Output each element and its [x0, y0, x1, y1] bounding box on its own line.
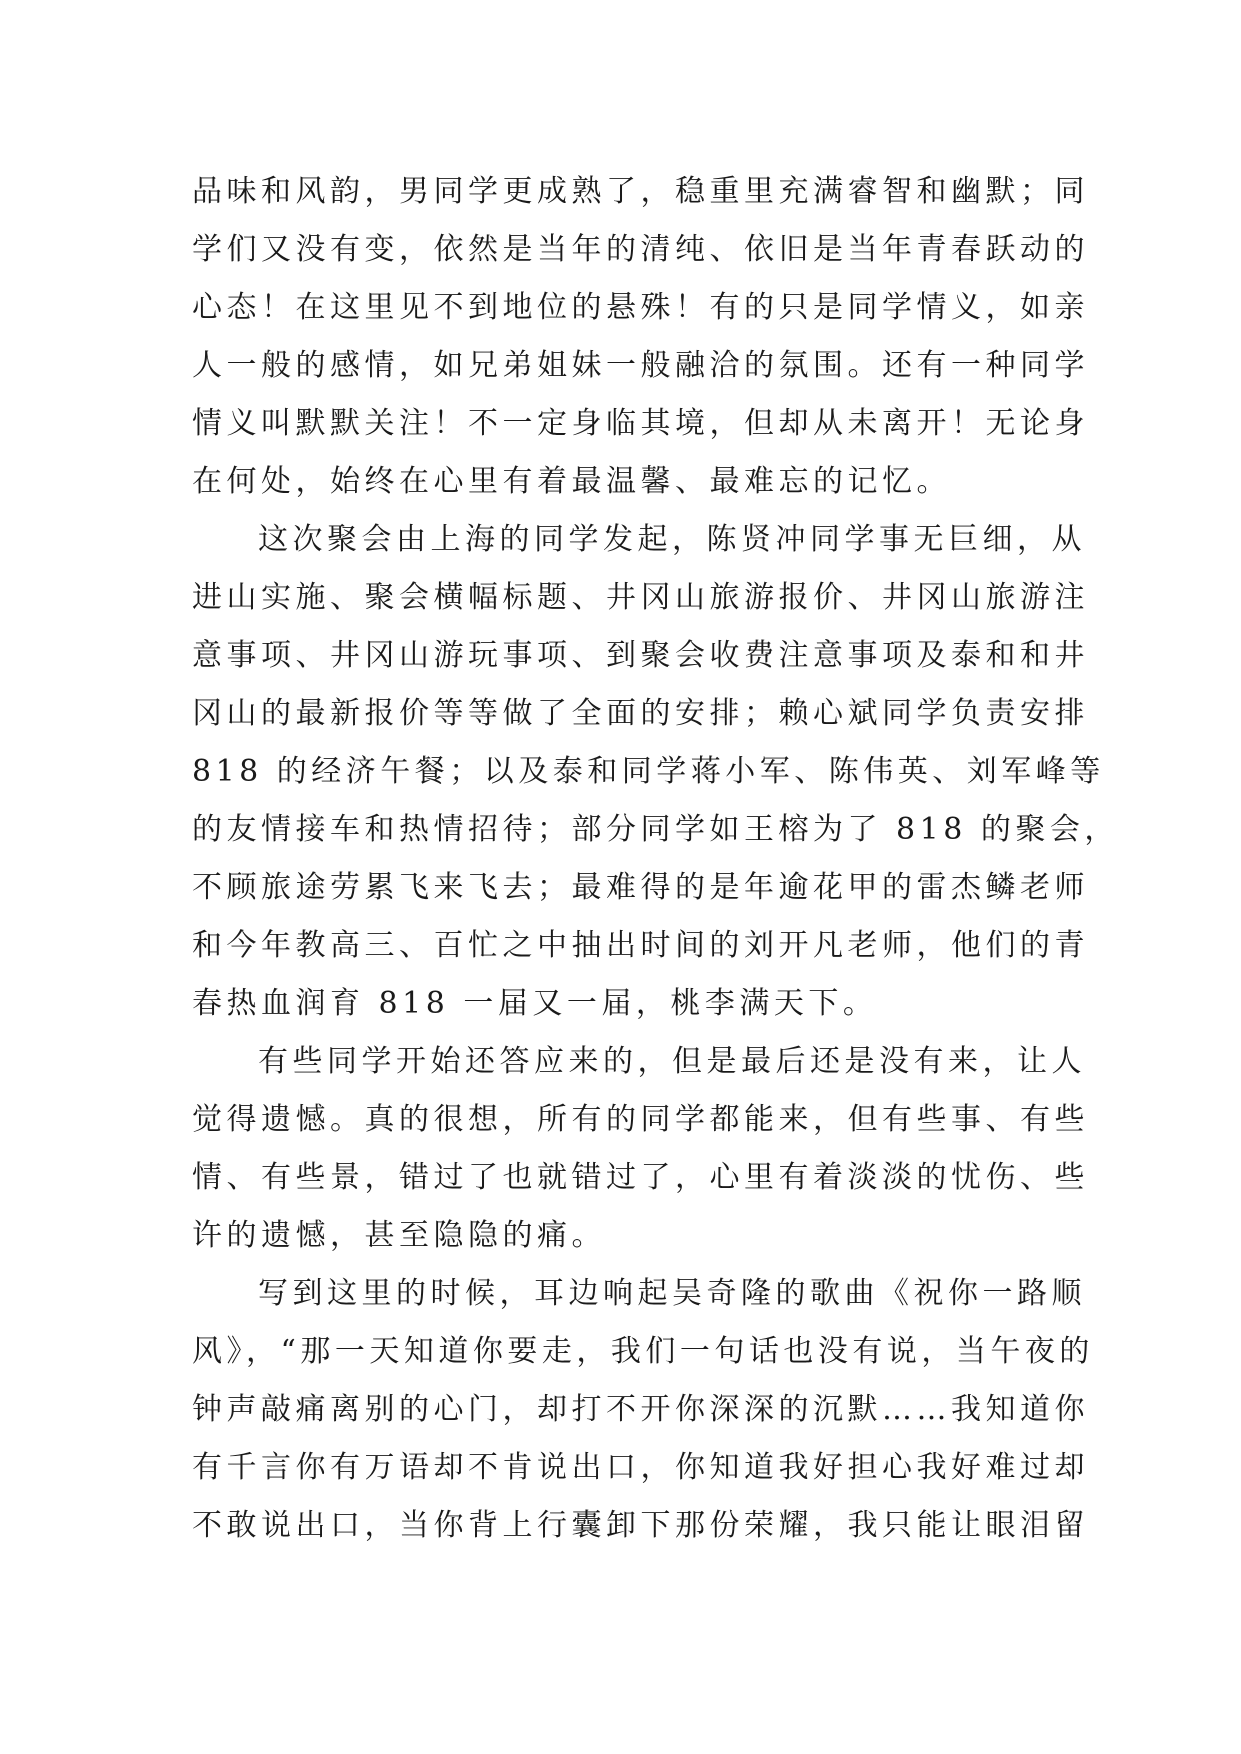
text-line: 写到这里的时候，耳边响起吴奇隆的歌曲《祝你一路顺 — [258, 1276, 1086, 1311]
text-line: 818 的经济午餐；以及泰和同学蒋小军、陈伟英、刘军峰等 — [192, 754, 1105, 789]
text-line: 不顾旅途劳累飞来飞去；最难得的是年逾花甲的雷杰鳞老师 — [192, 870, 1089, 905]
text-line: 有千言你有万语却不肯说出口，你知道我好担心我好难过却 — [192, 1450, 1089, 1485]
text-line: 风》，“那一天知道你要走，我们一句话也没有说，当午夜的 — [192, 1334, 1094, 1369]
text-line: 学们又没有变，依然是当年的清纯、依旧是当年青春跃动的 — [192, 232, 1089, 267]
paragraph-3 — [192, 1033, 1089, 1265]
body-text — [192, 163, 1119, 1555]
text-line: 在何处，始终在心里有着最温馨、最难忘的记忆。 — [192, 464, 951, 499]
text-line: 进山实施、聚会横幅标题、井冈山旅游报价、井冈山旅游注 — [192, 580, 1089, 615]
text-line: 品味和风韵，男同学更成熟了，稳重里充满睿智和幽默；同 — [192, 174, 1089, 209]
text-line: 春热血润育 818 一届又一届，桃李满天下。 — [192, 986, 878, 1021]
text-line: 情、有些景，错过了也就错过了，心里有着淡淡的忧伤、些 — [192, 1160, 1089, 1195]
text-line: 冈山的最新报价等等做了全面的安排；赖心斌同学负责安排 — [192, 696, 1089, 731]
paragraph-2 — [192, 511, 1119, 1033]
text-line: 意事项、井冈山游玩事项、到聚会收费注意事项及泰和和井 — [192, 638, 1089, 673]
text-line: 这次聚会由上海的同学发起，陈贤冲同学事无巨细，从 — [258, 522, 1086, 557]
text-line: 许的遗憾，甚至隐隐的痛。 — [192, 1218, 606, 1253]
text-line: 觉得遗憾。真的很想，所有的同学都能来，但有些事、有些 — [192, 1102, 1089, 1137]
paragraph-1 — [192, 163, 1089, 511]
text-line: 有些同学开始还答应来的，但是最后还是没有来，让人 — [258, 1044, 1086, 1079]
text-line: 心态！在这里见不到地位的悬殊！有的只是同学情义，如亲 — [192, 290, 1089, 325]
paragraph-4 — [192, 1265, 1094, 1555]
text-line: 和今年教高三、百忙之中抽出时间的刘开凡老师，他们的青 — [192, 928, 1089, 963]
text-line: 情义叫默默关注！不一定身临其境，但却从未离开！无论身 — [192, 406, 1089, 441]
text-line: 不敢说出口，当你背上行囊卸下那份荣耀，我只能让眼泪留 — [192, 1508, 1089, 1543]
text-line: 人一般的感情，如兄弟姐妹一般融洽的氛围。还有一种同学 — [192, 348, 1089, 383]
text-line: 的友情接车和热情招待；部分同学如王榕为了 818 的聚会， — [192, 812, 1119, 847]
text-line: 钟声敲痛离别的心门，却打不开你深深的沉默……我知道你 — [192, 1392, 1089, 1427]
